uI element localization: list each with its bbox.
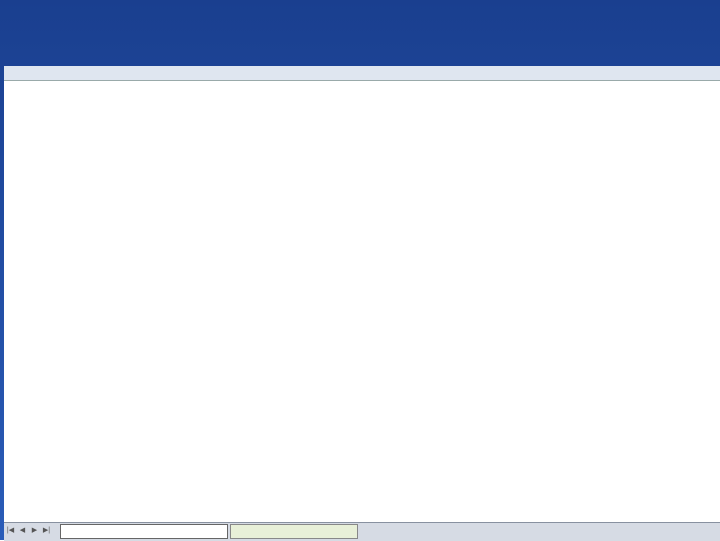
first-sheet-icon[interactable]: |◀: [6, 527, 15, 534]
sheet-tab-bar: [4, 522, 720, 541]
prev-sheet-icon[interactable]: ◀: [19, 527, 26, 534]
sheet-tab[interactable]: [230, 524, 358, 539]
spreadsheet[interactable]: [4, 66, 720, 540]
sheet-tab-active[interactable]: [60, 524, 228, 539]
column-header-bar: [4, 66, 720, 81]
next-sheet-icon[interactable]: ▶: [31, 527, 38, 534]
last-sheet-icon[interactable]: ▶|: [42, 527, 51, 534]
